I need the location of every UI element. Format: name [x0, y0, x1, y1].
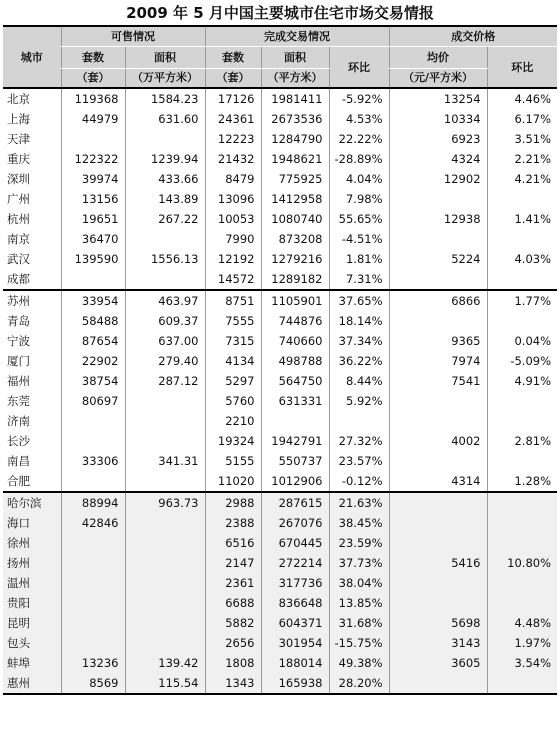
avg-price-cell — [389, 451, 487, 471]
available-area-cell — [125, 411, 205, 431]
available-units-cell: 122322 — [61, 149, 125, 169]
completed-mom-cell: 1.81% — [329, 249, 389, 269]
price-mom-cell — [487, 311, 557, 331]
city-name-cell: 东莞 — [7, 394, 30, 408]
city-group-3 — [3, 492, 557, 694]
header-area-unit: （万平方米） — [125, 69, 205, 89]
completed-area-cell: 1981411 — [261, 88, 329, 109]
city-name-cell: 天津 — [7, 132, 30, 146]
available-area-cell: 143.89 — [125, 189, 205, 209]
available-area-cell — [125, 573, 205, 593]
avg-price-cell: 4314 — [389, 471, 487, 492]
completed-mom-cell: -15.75% — [329, 633, 389, 653]
city-name-cell: 福州 — [7, 374, 30, 388]
available-units-cell — [61, 129, 125, 149]
available-area-cell: 287.12 — [125, 371, 205, 391]
available-area-cell: 637.00 — [125, 331, 205, 351]
completed-units-cell: 5155 — [205, 451, 261, 471]
completed-mom-cell: -5.92% — [329, 88, 389, 109]
header-units: 套数 — [61, 47, 125, 69]
available-area-cell: 631.60 — [125, 109, 205, 129]
available-units-cell: 33306 — [61, 451, 125, 471]
available-units-cell: 139590 — [61, 249, 125, 269]
price-mom-cell: 2.21% — [487, 149, 557, 169]
city-name-cell: 蚌埠 — [3, 653, 61, 673]
completed-area-cell: 744876 — [261, 311, 329, 331]
completed-units-cell: 12192 — [205, 249, 261, 269]
available-units-cell — [61, 573, 125, 593]
header-completed-area: 面积 — [261, 47, 329, 69]
table-row — [3, 88, 557, 109]
completed-mom-cell: 8.44% — [329, 371, 389, 391]
available-units-cell: 87654 — [61, 331, 125, 351]
completed-mom-cell: 31.68% — [329, 613, 389, 633]
completed-area-cell: 1080740 — [261, 209, 329, 229]
completed-area-cell: 1412958 — [261, 189, 329, 209]
completed-area-cell: 564750 — [261, 371, 329, 391]
table-row — [3, 189, 557, 209]
completed-area-cell: 498788 — [261, 351, 329, 371]
table-row — [3, 451, 557, 471]
completed-units-cell: 2988 — [205, 492, 261, 513]
completed-area-cell: 1942791 — [261, 431, 329, 451]
completed-area-cell: 1279216 — [261, 249, 329, 269]
completed-area-cell: 836648 — [261, 593, 329, 613]
header-price-mom: 环比 — [487, 47, 557, 89]
avg-price-cell — [389, 573, 487, 593]
available-units-cell: 39974 — [61, 169, 125, 189]
completed-units-cell: 21432 — [205, 149, 261, 169]
completed-units-cell: 19324 — [205, 431, 261, 451]
available-area-cell: 1584.23 — [125, 88, 205, 109]
table-row — [3, 209, 557, 229]
completed-area-cell: 301954 — [261, 633, 329, 653]
completed-units-cell: 7990 — [205, 229, 261, 249]
price-mom-cell — [487, 411, 557, 431]
available-area-cell: 463.97 — [125, 290, 205, 311]
avg-price-cell — [389, 229, 487, 249]
available-units-cell: 44979 — [61, 109, 125, 129]
completed-mom-cell: 55.65% — [329, 209, 389, 229]
avg-price-cell — [389, 673, 487, 694]
completed-area-cell: 550737 — [261, 451, 329, 471]
available-units-cell: 8569 — [61, 673, 125, 694]
price-mom-cell: 6.17% — [487, 109, 557, 129]
avg-price-cell: 6866 — [389, 290, 487, 311]
city-name-cell: 广州 — [7, 192, 30, 206]
completed-area-cell: 873208 — [261, 229, 329, 249]
available-units-cell — [61, 269, 125, 290]
available-area-cell — [125, 229, 205, 249]
price-mom-cell: 1.97% — [487, 633, 557, 653]
available-area-cell: 1556.13 — [125, 249, 205, 269]
available-units-cell — [61, 593, 125, 613]
price-mom-cell: 1.41% — [487, 209, 557, 229]
completed-units-cell: 11020 — [205, 471, 261, 492]
price-mom-cell: 4.46% — [487, 88, 557, 109]
available-units-cell: 19651 — [61, 209, 125, 229]
city-name-cell: 杭州 — [7, 212, 30, 226]
city-name-cell: 厦门 — [7, 354, 30, 368]
completed-mom-cell: 7.31% — [329, 269, 389, 290]
completed-area-cell: 165938 — [261, 673, 329, 694]
city-name-cell: 昆明 — [3, 613, 61, 633]
table-row — [3, 613, 557, 633]
table-header — [3, 26, 557, 88]
available-area-cell — [125, 513, 205, 533]
completed-units-cell: 13096 — [205, 189, 261, 209]
table-row — [3, 109, 557, 129]
completed-mom-cell: 38.45% — [329, 513, 389, 533]
price-mom-cell: 4.48% — [487, 613, 557, 633]
completed-area-cell: 1289182 — [261, 269, 329, 290]
avg-price-cell — [389, 269, 487, 290]
city-name-cell: 深圳 — [7, 172, 30, 186]
table-row — [3, 371, 557, 391]
available-area-cell — [125, 633, 205, 653]
city-name-cell: 北京 — [3, 88, 61, 109]
header-avg-price-unit: （元/平方米） — [389, 69, 487, 89]
table-row — [3, 351, 557, 371]
available-area-cell — [125, 269, 205, 290]
completed-mom-cell: 49.38% — [329, 653, 389, 673]
avg-price-cell — [389, 492, 487, 513]
completed-units-cell: 24361 — [205, 109, 261, 129]
table-row — [3, 533, 557, 553]
avg-price-cell — [389, 593, 487, 613]
completed-units-cell: 2210 — [205, 411, 261, 431]
report-title: 2009 年 5 月中国主要城市住宅市场交易情报 — [126, 4, 434, 22]
avg-price-cell: 7541 — [389, 371, 487, 391]
city-name-cell: 武汉 — [7, 252, 30, 266]
table-row — [3, 229, 557, 249]
price-mom-cell: 0.04% — [487, 331, 557, 351]
completed-mom-cell: 21.63% — [329, 492, 389, 513]
completed-mom-cell: 28.20% — [329, 673, 389, 694]
completed-units-cell: 1343 — [205, 673, 261, 694]
table-row — [3, 653, 557, 673]
completed-units-cell: 8479 — [205, 169, 261, 189]
available-area-cell: 279.40 — [125, 351, 205, 371]
available-units-cell — [61, 533, 125, 553]
price-mom-cell: 10.80% — [487, 553, 557, 573]
city-name-cell: 包头 — [3, 633, 61, 653]
completed-area-cell: 287615 — [261, 492, 329, 513]
completed-units-cell: 6688 — [205, 593, 261, 613]
avg-price-cell — [389, 513, 487, 533]
price-mom-cell — [487, 189, 557, 209]
completed-mom-cell: 18.14% — [329, 311, 389, 331]
completed-units-cell: 5882 — [205, 613, 261, 633]
completed-area-cell: 1012906 — [261, 471, 329, 492]
available-area-cell: 963.73 — [125, 492, 205, 513]
available-area-cell — [125, 553, 205, 573]
price-mom-cell — [487, 269, 557, 290]
completed-units-cell: 5297 — [205, 371, 261, 391]
city-name-cell: 南京 — [7, 232, 30, 246]
table-row — [3, 673, 557, 694]
header-available: 可售情况 — [61, 26, 205, 47]
completed-units-cell: 2656 — [205, 633, 261, 653]
price-mom-cell: 1.77% — [487, 290, 557, 311]
available-area-cell — [125, 431, 205, 451]
completed-units-cell: 8751 — [205, 290, 261, 311]
available-area-cell — [125, 533, 205, 553]
available-units-cell: 22902 — [61, 351, 125, 371]
completed-mom-cell: 4.04% — [329, 169, 389, 189]
city-group-1 — [3, 88, 557, 290]
avg-price-cell: 3605 — [389, 653, 487, 673]
header-completed: 完成交易情况 — [205, 26, 389, 47]
avg-price-cell: 10334 — [389, 109, 487, 129]
avg-price-cell: 3143 — [389, 633, 487, 653]
table-row — [3, 331, 557, 351]
available-units-cell — [61, 411, 125, 431]
completed-mom-cell: 38.04% — [329, 573, 389, 593]
completed-mom-cell: 4.53% — [329, 109, 389, 129]
avg-price-cell — [389, 391, 487, 411]
price-mom-cell — [487, 229, 557, 249]
table-row — [3, 411, 557, 431]
city-name-cell: 贵阳 — [3, 593, 61, 613]
avg-price-cell — [389, 311, 487, 331]
available-area-cell — [125, 471, 205, 492]
price-mom-cell — [487, 492, 557, 513]
completed-mom-cell: 37.65% — [329, 290, 389, 311]
avg-price-cell — [389, 411, 487, 431]
completed-area-cell: 188014 — [261, 653, 329, 673]
completed-area-cell: 317736 — [261, 573, 329, 593]
completed-units-cell: 14572 — [205, 269, 261, 290]
completed-mom-cell: 5.92% — [329, 391, 389, 411]
available-area-cell — [125, 391, 205, 411]
city-name-cell: 成都 — [7, 272, 30, 286]
completed-area-cell — [261, 411, 329, 431]
available-units-cell — [61, 471, 125, 492]
table-row — [3, 513, 557, 533]
available-area-cell — [125, 613, 205, 633]
avg-price-cell: 13254 — [389, 88, 487, 109]
table-row — [3, 471, 557, 492]
price-mom-cell — [487, 573, 557, 593]
available-units-cell: 36470 — [61, 229, 125, 249]
table-row — [3, 169, 557, 189]
available-units-cell: 33954 — [61, 290, 125, 311]
price-mom-cell: 3.51% — [487, 129, 557, 149]
available-area-cell: 1239.94 — [125, 149, 205, 169]
header-city: 城市 — [3, 26, 61, 88]
completed-mom-cell: 13.85% — [329, 593, 389, 613]
avg-price-cell: 12938 — [389, 209, 487, 229]
table-row — [3, 149, 557, 169]
price-mom-cell: 2.81% — [487, 431, 557, 451]
price-mom-cell: 4.21% — [487, 169, 557, 189]
completed-area-cell: 2673536 — [261, 109, 329, 129]
completed-units-cell: 12223 — [205, 129, 261, 149]
price-mom-cell: 4.03% — [487, 249, 557, 269]
completed-mom-cell: 27.32% — [329, 431, 389, 451]
city-name-cell: 苏州 — [3, 290, 61, 311]
available-area-cell: 433.66 — [125, 169, 205, 189]
available-units-cell — [61, 431, 125, 451]
housing-transactions-table — [3, 25, 557, 695]
header-completed-area-unit: （平方米） — [261, 69, 329, 89]
city-name-cell: 扬州 — [3, 553, 61, 573]
table-row — [3, 249, 557, 269]
city-name-cell: 长沙 — [7, 434, 30, 448]
available-area-cell: 609.37 — [125, 311, 205, 331]
city-name-cell: 青岛 — [7, 314, 30, 328]
header-avg-price: 均价 — [389, 47, 487, 69]
avg-price-cell: 12902 — [389, 169, 487, 189]
table-row — [3, 553, 557, 573]
completed-units-cell: 1808 — [205, 653, 261, 673]
available-units-cell — [61, 553, 125, 573]
completed-mom-cell: 7.98% — [329, 189, 389, 209]
completed-units-cell: 7555 — [205, 311, 261, 331]
table-row — [3, 269, 557, 290]
available-area-cell: 139.42 — [125, 653, 205, 673]
avg-price-cell: 5224 — [389, 249, 487, 269]
available-units-cell: 13156 — [61, 189, 125, 209]
completed-mom-cell: 37.34% — [329, 331, 389, 351]
table-row — [3, 391, 557, 411]
price-mom-cell: 3.54% — [487, 653, 557, 673]
available-units-cell: 13236 — [61, 653, 125, 673]
completed-mom-cell: 37.73% — [329, 553, 389, 573]
city-name-cell: 宁波 — [7, 334, 30, 348]
avg-price-cell: 5416 — [389, 553, 487, 573]
price-mom-cell — [487, 593, 557, 613]
avg-price-cell — [389, 533, 487, 553]
completed-mom-cell: -28.89% — [329, 149, 389, 169]
city-name-cell: 重庆 — [7, 152, 30, 166]
header-price: 成交价格 — [389, 26, 557, 47]
completed-units-cell: 5760 — [205, 391, 261, 411]
header-completed-units: 套数 — [205, 47, 261, 69]
city-name-cell: 惠州 — [3, 673, 61, 694]
avg-price-cell: 7974 — [389, 351, 487, 371]
city-name-cell: 温州 — [3, 573, 61, 593]
price-mom-cell — [487, 673, 557, 694]
table-row — [3, 290, 557, 311]
completed-area-cell: 775925 — [261, 169, 329, 189]
completed-units-cell: 2361 — [205, 573, 261, 593]
completed-units-cell: 17126 — [205, 88, 261, 109]
price-mom-cell — [487, 391, 557, 411]
available-units-cell: 42846 — [61, 513, 125, 533]
table-row — [3, 129, 557, 149]
table-row — [3, 431, 557, 451]
avg-price-cell: 5698 — [389, 613, 487, 633]
completed-units-cell: 6516 — [205, 533, 261, 553]
table-row — [3, 633, 557, 653]
completed-area-cell: 670445 — [261, 533, 329, 553]
completed-units-cell: 2388 — [205, 513, 261, 533]
completed-mom-cell — [329, 411, 389, 431]
completed-area-cell: 1284790 — [261, 129, 329, 149]
completed-units-cell: 10053 — [205, 209, 261, 229]
city-group-2 — [3, 290, 557, 492]
available-units-cell: 119368 — [61, 88, 125, 109]
available-units-cell: 88994 — [61, 492, 125, 513]
completed-mom-cell: 36.22% — [329, 351, 389, 371]
completed-area-cell: 631331 — [261, 391, 329, 411]
city-name-cell: 海口 — [3, 513, 61, 533]
avg-price-cell: 4002 — [389, 431, 487, 451]
price-mom-cell — [487, 451, 557, 471]
available-units-cell: 80697 — [61, 391, 125, 411]
completed-area-cell: 1105901 — [261, 290, 329, 311]
city-name-cell: 南昌 — [7, 454, 30, 468]
avg-price-cell: 6923 — [389, 129, 487, 149]
completed-mom-cell: 22.22% — [329, 129, 389, 149]
available-area-cell: 267.22 — [125, 209, 205, 229]
completed-area-cell: 1948621 — [261, 149, 329, 169]
city-name-cell: 哈尔滨 — [3, 492, 61, 513]
price-mom-cell — [487, 513, 557, 533]
price-mom-cell: 4.91% — [487, 371, 557, 391]
available-area-cell — [125, 593, 205, 613]
table-row — [3, 492, 557, 513]
available-units-cell — [61, 613, 125, 633]
available-units-cell: 58488 — [61, 311, 125, 331]
completed-area-cell: 272214 — [261, 553, 329, 573]
price-mom-cell: -5.09% — [487, 351, 557, 371]
available-area-cell: 341.31 — [125, 451, 205, 471]
completed-mom-cell: -4.51% — [329, 229, 389, 249]
available-area-cell — [125, 129, 205, 149]
table-row — [3, 573, 557, 593]
header-completed-units-unit: （套） — [205, 69, 261, 89]
avg-price-cell — [389, 189, 487, 209]
available-area-cell: 115.54 — [125, 673, 205, 694]
city-name-cell: 合肥 — [7, 474, 30, 488]
avg-price-cell: 9365 — [389, 331, 487, 351]
price-mom-cell — [487, 533, 557, 553]
completed-mom-cell: 23.57% — [329, 451, 389, 471]
table-row — [3, 311, 557, 331]
avg-price-cell: 4324 — [389, 149, 487, 169]
completed-units-cell: 7315 — [205, 331, 261, 351]
city-name-cell: 济南 — [7, 414, 30, 428]
price-mom-cell: 1.28% — [487, 471, 557, 492]
completed-mom-cell: 23.59% — [329, 533, 389, 553]
completed-units-cell: 4134 — [205, 351, 261, 371]
completed-area-cell: 740660 — [261, 331, 329, 351]
city-name-cell: 徐州 — [3, 533, 61, 553]
completed-mom-cell: -0.12% — [329, 471, 389, 492]
city-name-cell: 上海 — [7, 112, 30, 126]
header-units-unit: （套） — [61, 69, 125, 89]
table-row — [3, 593, 557, 613]
header-mom: 环比 — [329, 47, 389, 89]
header-area: 面积 — [125, 47, 205, 69]
completed-area-cell: 604371 — [261, 613, 329, 633]
completed-area-cell: 267076 — [261, 513, 329, 533]
completed-units-cell: 2147 — [205, 553, 261, 573]
available-units-cell: 38754 — [61, 371, 125, 391]
available-units-cell — [61, 633, 125, 653]
